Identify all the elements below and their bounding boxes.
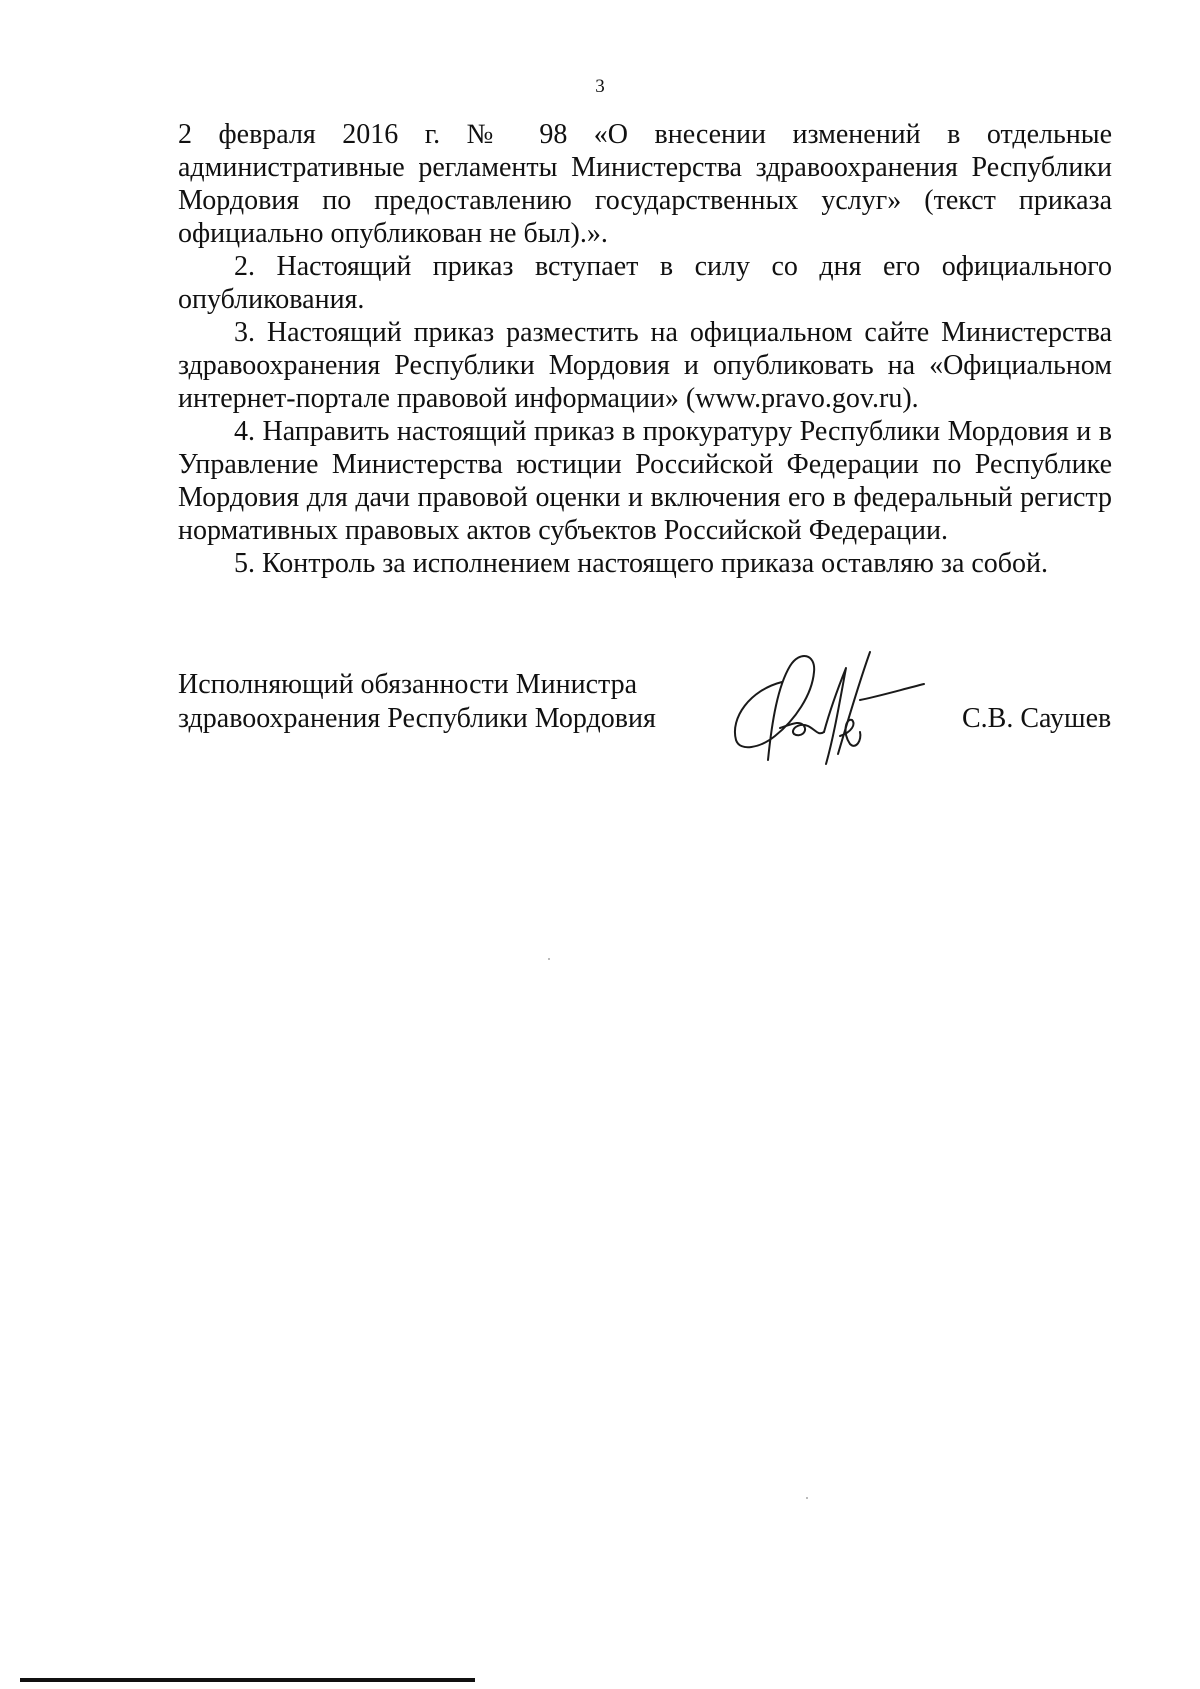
signer-name: С.В. Саушев <box>962 703 1112 734</box>
paragraph-item-2: 2. Настоящий приказ вступает в силу со дня его официального опубликования. <box>178 251 1112 315</box>
scan-speck <box>806 1497 808 1499</box>
signer-position-line-2: здравоохранения Республики Мордовия <box>178 703 656 734</box>
paragraph-item-3: 3. Настоящий приказ разместить на официальном сайте Министерства здравоохранения Республики Мордовия и опубликовать на «Официальном интернет-портале правовой информации» (www.pravo.gov.ru). <box>178 317 1112 414</box>
paragraph-item-5: 5. Контроль за исполнением настоящего приказа оставляю за собой. <box>234 548 1049 579</box>
handwritten-signature <box>720 640 950 770</box>
page-number: 3 <box>595 76 605 97</box>
bottom-edge-line <box>20 1678 475 1682</box>
scan-speck <box>548 958 550 960</box>
paragraph-item-4: 4. Направить настоящий приказ в прокуратуру Республики Мордовия и в Управление Министерства юстиции Российской Федерации по Республике Мордовия для дачи правовой оценки и включения его в федеральный регистр нормативных правовых актов субъектов Российской Федерации. <box>178 416 1112 546</box>
signer-position <box>178 668 738 736</box>
paragraph-continuation: 2 февраля 2016 г. № 98 «О внесении изменений в отдельные административные регламенты Министерства здравоохранения Республики Мордовия по предоставлению государственных услуг» (текст приказа официально опубликован не был).». <box>178 119 1112 249</box>
document-body <box>178 118 1112 580</box>
signer-position-line-1: Исполняющий обязанности Министра <box>178 669 638 700</box>
